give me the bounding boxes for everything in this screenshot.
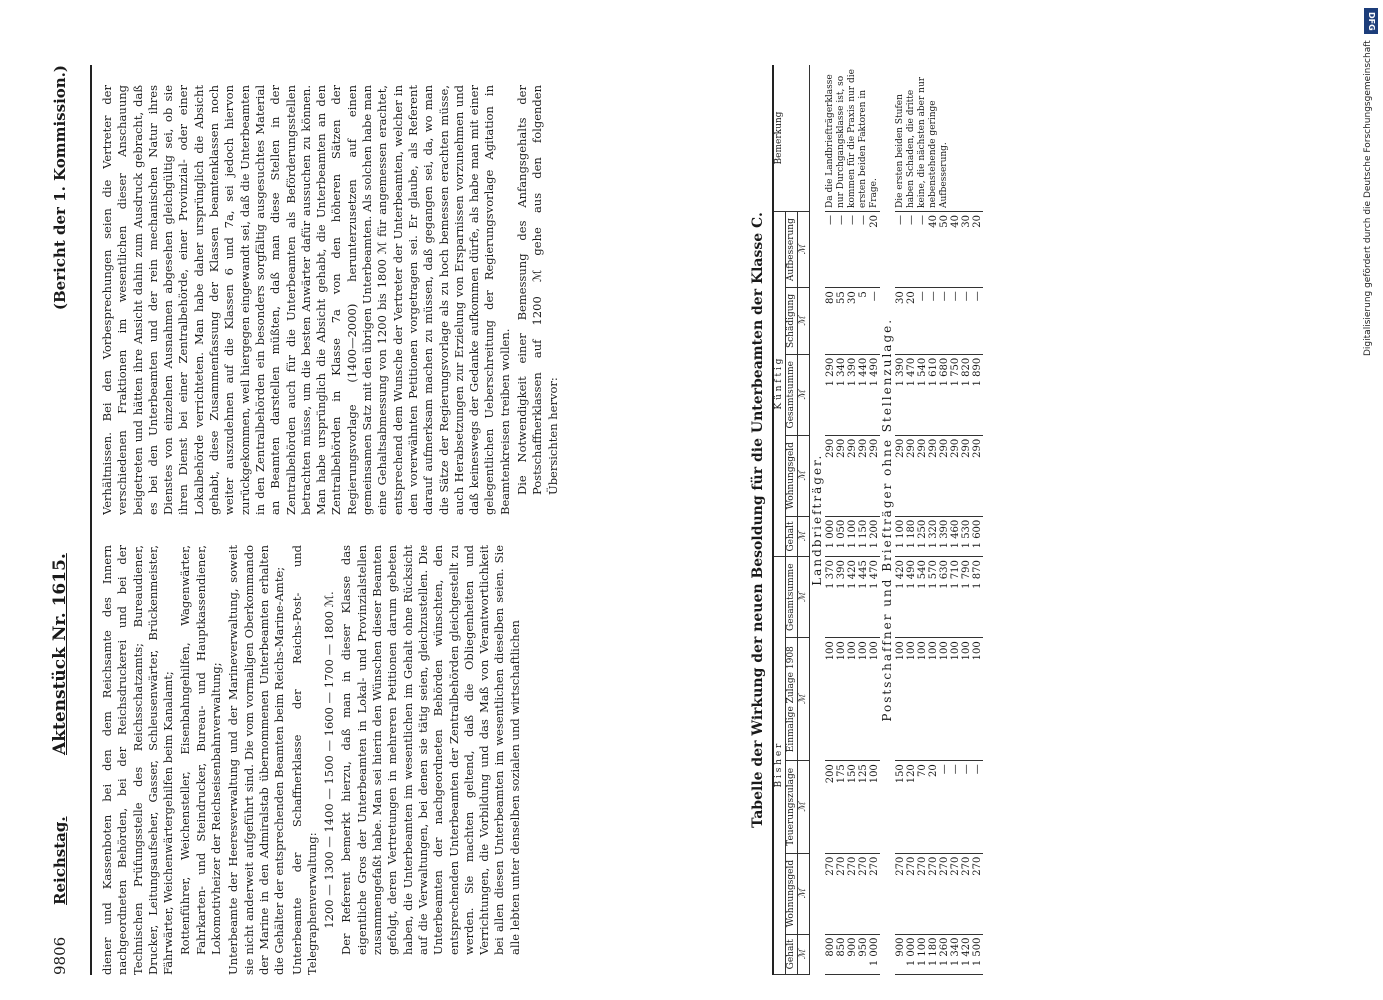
salary-table — [772, 65, 983, 975]
table-cell: — — [972, 761, 983, 853]
unit-label: ℳ — [798, 761, 810, 853]
table-cell: 1 000 — [825, 516, 836, 556]
table-cell: 1 630 — [939, 557, 950, 638]
table-cell: — — [950, 761, 961, 853]
remark-cell: Die ersten beiden Stufen haben Schaden, die dritte keine, die nächsten aber nur nebenstehende geringe Aufbesserung. — [895, 65, 983, 212]
table-cell: 1 610 — [928, 354, 939, 435]
table-cell: 5 — [858, 288, 869, 355]
table-cell: 1 260 — [939, 934, 950, 974]
table-cell: — — [858, 212, 869, 288]
table-cell: 100 — [836, 638, 847, 761]
table-cell: 290 — [847, 435, 858, 516]
group-header-kuenftig: K ü n f t i g — [773, 212, 786, 557]
table-cell: 40 — [928, 212, 939, 288]
unit-label: ℳ — [798, 516, 810, 556]
table-cell: — — [961, 288, 972, 355]
unit-label: ℳ — [798, 288, 810, 355]
table-cell: 175 — [836, 761, 847, 853]
column-header: Einmalige Zulage 1908 — [786, 638, 798, 761]
group-header-bisher: B i s h e r — [773, 557, 786, 975]
table-cell: 270 — [917, 853, 928, 934]
table-cell: 1 820 — [961, 354, 972, 435]
table-cell: 200 — [825, 761, 836, 853]
table-cell: 1 390 — [939, 516, 950, 556]
table-cell: — — [972, 288, 983, 355]
column-header: Wohnungsgeld — [786, 435, 798, 516]
table-cell: 100 — [939, 638, 950, 761]
table-row — [895, 65, 906, 975]
unit-label: ℳ — [798, 853, 810, 934]
unit-label: ℳ — [798, 638, 810, 761]
dfg-logo: DFG — [1364, 8, 1378, 34]
table-cell: 1 180 — [906, 516, 917, 556]
table-cell: 290 — [858, 435, 869, 516]
table-cell: 270 — [972, 853, 983, 934]
table-cell: — — [836, 212, 847, 288]
table-cell: 1 680 — [939, 354, 950, 435]
table-cell: 100 — [917, 638, 928, 761]
section-title: Landbriefträger. — [810, 453, 824, 586]
table-cell: 1 890 — [972, 354, 983, 435]
table-cell: 1 340 — [836, 354, 847, 435]
table-cell: 290 — [972, 435, 983, 516]
column-header: Gehalt — [786, 516, 798, 556]
table-cell: 290 — [950, 435, 961, 516]
table-cell: 290 — [869, 435, 880, 516]
page-number: 9806 — [51, 936, 69, 975]
table-cell: 290 — [895, 435, 906, 516]
paragraph: Verhältnissen. Bei den Vorbesprechungen seien die Vertreter der verschiedenen Fraktionen im wesentlichen dieser Anschauung beigetreten und hätten ihre Ansicht dahin zum Ausdruck gebracht, daß es bei den Unterbeamten und der rein mechanischen Natur ihres Dienstes von einzelnen Ausnahmen abgesehen gleichgültig sei, ob sie ihren Dienst bei einer Zentralbehörde, einer Provinzial- oder einer Lokalbehörde verrichteten. Man habe daher ursprünglich die Absicht gehabt, diese Zusammenfassung der Klassen beamtenklassen noch weiter auszudehnen auf die Klassen 6 und 7a, sei jedoch hiervon zurückgekommen, weil hiergegen eingewandt sei, daß die Unterbeamten in den Zentralbehörden ein besonders sorgfältig ausgesuchtes Material an Beamten darstellen müßten, daß man diese Stellen in der Zentralbehörden auch für die Unterbeamten als Beförderungsstellen betrachten müsse, um die besten Anwärter dafür aussuchen zu können. Man habe ursprünglich die Absicht gehabt, die Unterbeamten an den Zentralbehörden in Klasse 7a von den höheren Sätzen der Regierungsvorlage (1400—2000) herunterzusetzen auf einen gemeinsamen Satz mit den übrigen Unterbeamten. Als solchen habe man eine Gehaltsabmessung von 1200 bis 1800 ℳ für angemessen erachtet, entsprechend dem Wunsche der Vertreter der Unterbeamten, welcher in den vorerwähnten Petitionen vorgetragen sei. Er glaube, als Referent darauf aufmerksam machen zu müssen, daß gegangen sei, da, wo man die Sätze der Regierungsvorlage als zu hoch bemessen erachten müsse, auch Herabsetzungen zur Erzielung von Ersparnissen vorzunehmen und daß keineswegs der Gedanke aufkommen dürfe, als habe man mit einer gelegentlichen Ueberschreitung der Regierungsvorlage Agitation in Beamtenkreisen treiben wollen. — [100, 85, 512, 515]
table-cell: 290 — [825, 435, 836, 516]
table-cell: 100 — [825, 638, 836, 761]
unit-label: ℳ — [798, 354, 810, 435]
table-cell: 100 — [869, 761, 880, 853]
table-cell: 1 390 — [895, 354, 906, 435]
page-header — [50, 65, 90, 975]
table-cell: 1 530 — [961, 516, 972, 556]
table-cell: 30 — [895, 288, 906, 355]
table-cell: 1 440 — [858, 354, 869, 435]
digitization-credit — [1359, 0, 1383, 1000]
table-cell: 20 — [928, 761, 939, 853]
table-cell: 290 — [939, 435, 950, 516]
table-cell: 270 — [825, 853, 836, 934]
table-cell: 1 390 — [836, 557, 847, 638]
table-cell: 1 420 — [961, 934, 972, 974]
table-cell: 100 — [858, 638, 869, 761]
table-title: Tabelle der Wirkung der neuen Besoldung für die Unterbeamten der Klasse C. — [750, 212, 766, 828]
table-cell: 290 — [917, 435, 928, 516]
paragraph: diener und Kassenboten bei den dem Reichsamte des Innern nachgeordneten Behörden, bei der Reichsdruckerei und bei der Technischen Prüfungsstelle des Reichsschatzamts; Bureaudiener, Drucker, Leitungsaufseher, Gasser, Schleusenwärter, Brückenmeister, Fährwärter, Weichenwärtergehilfen beim Kanalamt; — [100, 545, 176, 975]
table-cell: — — [847, 212, 858, 288]
table-cell: 270 — [950, 853, 961, 934]
left-column — [100, 545, 740, 975]
table-cell: 900 — [847, 934, 858, 974]
table-cell: 1 100 — [847, 516, 858, 556]
unit-label: ℳ — [798, 557, 810, 638]
table-cell: 290 — [961, 435, 972, 516]
table-cell: — — [950, 288, 961, 355]
table-cell: — — [825, 212, 836, 288]
table-cell: 270 — [836, 853, 847, 934]
table-cell: — — [906, 212, 917, 288]
table-cell: 100 — [847, 638, 858, 761]
table-cell: 1 180 — [928, 934, 939, 974]
table-cell: 1 000 — [869, 934, 880, 974]
table-cell: 1 290 — [825, 354, 836, 435]
table-cell: 290 — [906, 435, 917, 516]
table-cell: 1 250 — [917, 516, 928, 556]
table-cell: — — [917, 288, 928, 355]
table-cell: — — [961, 761, 972, 853]
paragraph: Unterbeamte der Schaffnerklasse der Reichs-Post- und Telegraphenverwaltung: — [289, 545, 319, 975]
table-cell: — — [928, 288, 939, 355]
table-cell: 100 — [928, 638, 939, 761]
section-title: Postschaffner und Briefträger ohne Stellenzulage. — [880, 317, 894, 722]
table-cell: — — [917, 212, 928, 288]
table-cell: 950 — [858, 934, 869, 974]
document-title: Aktenstück Nr. 1615. — [50, 553, 70, 755]
table-cell: 900 — [895, 934, 906, 974]
salary-scale: 1200 — 1300 — 1400 — 1500 — 1600 — 1700 — 1800 ℳ. — [322, 591, 337, 929]
column-header: Gehalt — [786, 934, 798, 974]
table-cell: 1 100 — [917, 934, 928, 974]
table-cell: 1 500 — [972, 934, 983, 974]
table-cell: 55 — [836, 288, 847, 355]
column-header: Gesamtsumme — [786, 354, 798, 435]
table-cell: 270 — [939, 853, 950, 934]
table-cell: 20 — [972, 212, 983, 288]
table-cell: 1 000 — [906, 934, 917, 974]
table-cell: 1 490 — [869, 354, 880, 435]
table-cell: 270 — [928, 853, 939, 934]
table-cell: — — [939, 288, 950, 355]
table-cell: 1 460 — [950, 516, 961, 556]
table-cell: 1 420 — [895, 557, 906, 638]
table-cell: 1 540 — [917, 354, 928, 435]
table-cell: 20 — [906, 288, 917, 355]
column-header: Gesamtsumme — [786, 557, 798, 638]
table-cell: 1 100 — [895, 516, 906, 556]
table-cell: 1 470 — [906, 354, 917, 435]
table-cell: 120 — [906, 761, 917, 853]
table-cell: 100 — [895, 638, 906, 761]
table-cell: 100 — [961, 638, 972, 761]
table-cell: 100 — [906, 638, 917, 761]
table-cell: 1 570 — [928, 557, 939, 638]
table-cell: 1 600 — [972, 516, 983, 556]
column-header: Wohnungsgeld — [786, 853, 798, 934]
table-cell: 30 — [847, 288, 858, 355]
unit-label: ℳ — [798, 934, 810, 974]
table-cell: 270 — [869, 853, 880, 934]
table-cell: 270 — [895, 853, 906, 934]
table-cell: 270 — [847, 853, 858, 934]
paragraph: Unterbeamte der Heeresverwaltung und der Marineverwaltung, soweit sie nicht anderweit aufgeführt sind. Die vom vormaligen Oberkommando der Marine in den Admiralstab übernommenen Unterbeamten erhalten die Gehälter der entsprechenden Beamten beim Reichs-Marine-Amte; — [226, 545, 287, 975]
table-cell: 270 — [858, 853, 869, 934]
table-cell: 270 — [906, 853, 917, 934]
table-cell: 1 540 — [917, 557, 928, 638]
table-cell: 20 — [869, 212, 880, 288]
table-cell: 30 — [961, 212, 972, 288]
table-cell: 70 — [917, 761, 928, 853]
table-cell: 270 — [961, 853, 972, 934]
table-cell: 100 — [869, 638, 880, 761]
table-cell: 1 150 — [858, 516, 869, 556]
unit-label: ℳ — [798, 435, 810, 516]
column-header: Schädigung — [786, 288, 798, 355]
table-cell: 1 790 — [961, 557, 972, 638]
table-cell: 100 — [972, 638, 983, 761]
table-cell: 80 — [825, 288, 836, 355]
table-cell: 1 470 — [869, 557, 880, 638]
table-cell: — — [895, 212, 906, 288]
table-cell: 1 340 — [950, 934, 961, 974]
table-cell: — — [939, 761, 950, 853]
right-column — [100, 85, 740, 515]
column-header: Aufbesserung — [786, 212, 798, 288]
header-left: Reichstag. — [51, 816, 69, 905]
table-cell: 50 — [939, 212, 950, 288]
header-rule — [90, 65, 92, 975]
table-cell: 150 — [895, 761, 906, 853]
paragraph: Die Notwendigkeit einer Bemessung des Anfangsgehalts der Postschaffnerklassen auf 1200 ℳ gehe aus den folgenden Übersichten hervor: — [515, 85, 560, 495]
table-cell: 1 445 — [858, 557, 869, 638]
table-cell: 800 — [825, 934, 836, 974]
scanned-page — [50, 55, 983, 975]
table-cell: 1 870 — [972, 557, 983, 638]
table-cell: 1 710 — [950, 557, 961, 638]
table-cell: 125 — [858, 761, 869, 853]
column-header: Teuerungszulage — [786, 761, 798, 853]
table-cell: 40 — [950, 212, 961, 288]
table-cell: 1 420 — [847, 557, 858, 638]
table-cell: 150 — [847, 761, 858, 853]
table-cell: 850 — [836, 934, 847, 974]
salary-table-section — [750, 65, 983, 975]
table-cell: — — [869, 288, 880, 355]
table-cell: 1 750 — [950, 354, 961, 435]
table-cell: 1 050 — [836, 516, 847, 556]
table-cell: 290 — [928, 435, 939, 516]
unit-label: ℳ — [798, 212, 810, 288]
credit-text: Digitalisierung gefördert durch die Deutsche Forschungsgemeinschaft — [1363, 40, 1373, 356]
paragraph: Rottenführer, Weichensteller, Eisenbahngehilfen, Wagenwärter, Fahrkarten- und Steindrucker, Bureau- und Hauptkassendiener, Lokomotivheizer der Reichseisenbahnverwaltung; — [178, 545, 224, 955]
table-row — [825, 65, 836, 975]
table-cell: 100 — [950, 638, 961, 761]
table-cell: 290 — [836, 435, 847, 516]
column-header: Bemerkung — [773, 65, 810, 212]
remark-cell: Da die Landbriefträgerklasse nur Durchgangsklasse ist, so kommen für die Praxis nur die ersten beiden Faktoren in Frage. — [825, 65, 880, 212]
header-right: (Bericht der 1. Kommission.) — [51, 65, 69, 311]
table-cell: 1 490 — [906, 557, 917, 638]
table-cell: 1 390 — [847, 354, 858, 435]
paragraph: Der Referent bemerkt hierzu, daß man in dieser Klasse das eigentliche Gros der Unterbeamten in Lokal- und Provinzialstellen zusammengefaßt habe. Man sei hierin den Wünschen dieser Beamten gefolgt, deren Vertretungen in mehreren Petitionen darum gebeten haben, die Unterbeamten im wesentlichen im Gehalt ohne Rücksicht auf die Verwaltungen, bei denen sie tätig seien, gleichzustellen. Die Unterbeamten der nachgeordneten Behörden wünschten, den entsprechenden Unterbeamten der Zentralbehörden gleichgestellt zu werden. Sie machten geltend, daß die Obliegenheiten und Verrichtungen, die Vorbildung und das Maß von Verantwortlichkeit bei allen diesen Unterbeamten im wesentlichen dieselben seien. Sie alle lebten unter denselben sozialen und wirtschaftlichen — [339, 545, 522, 955]
table-cell: 1 200 — [869, 516, 880, 556]
table-cell: 1 320 — [928, 516, 939, 556]
table-cell: 1 370 — [825, 557, 836, 638]
